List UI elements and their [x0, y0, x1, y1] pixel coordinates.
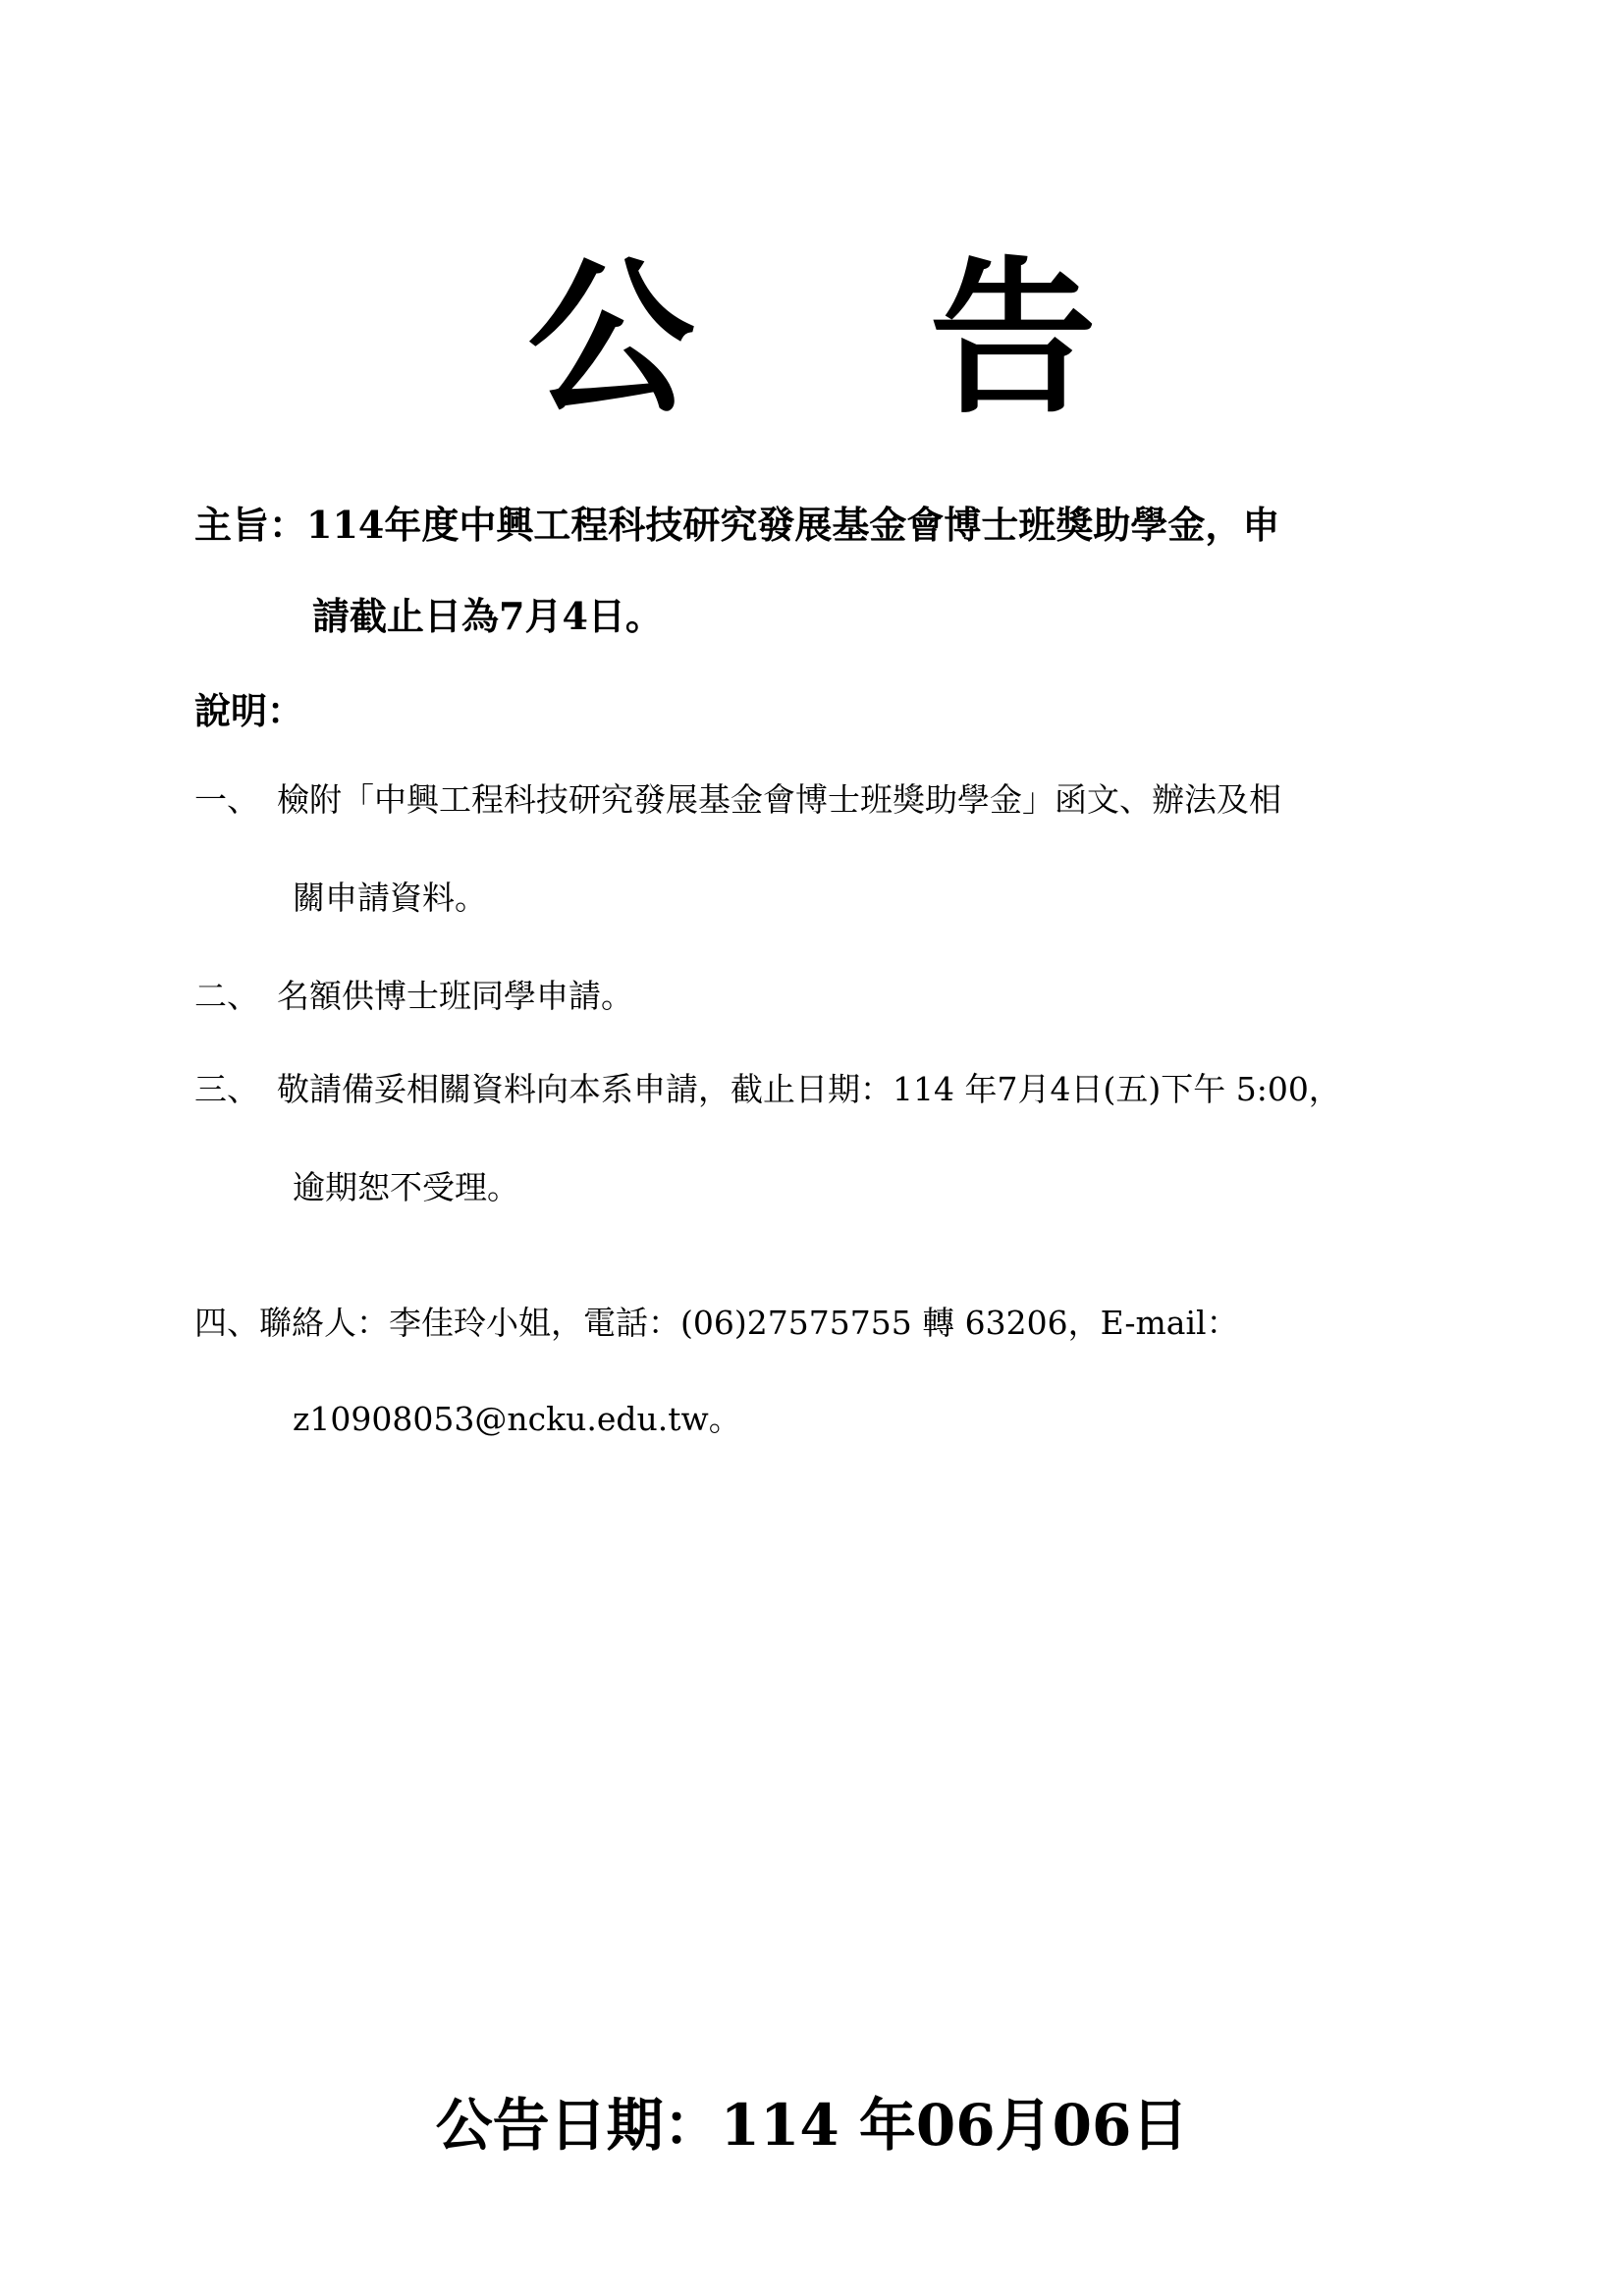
item-3-text: 敬請備妥相關資料向本系申請，截止日期：114 年7月4日(五)下午 5:00， — [277, 1070, 1341, 1108]
item-1-text: 檢附「中興工程科技研究發展基金會博士班獎助學金」函文、辦法及相 — [277, 780, 1281, 819]
item-2-text: 名額供博士班同學申請。 — [277, 977, 633, 1015]
contact-line-1: 四、聯絡人：李佳玲小姐，電話：(06)27575755 轉 63206，E-mail： — [194, 1304, 1239, 1342]
subject-line-2: 請截止日為7月4日。 — [312, 594, 663, 638]
page-title: 公 告 — [527, 240, 1185, 437]
item-3-line-2: 逾期恕不受理。 — [293, 1168, 519, 1206]
item-1-line-2: 關申請資料。 — [293, 879, 487, 917]
item-2-line-1 — [194, 969, 633, 1024]
item-3-number: 三、 — [194, 1070, 259, 1108]
item-3-line-1 — [194, 1062, 1341, 1117]
item-1-line-1 — [194, 773, 1281, 828]
subject-line-1: 主旨：114年度中興工程科技研究發展基金會博士班獎助學金，申 — [194, 503, 1280, 547]
item-1-number: 一、 — [194, 780, 259, 819]
announcement-date: 公告日期：114 年06月06日 — [435, 2092, 1189, 2159]
contact-email: z10908053@ncku.edu.tw。 — [293, 1400, 741, 1438]
explanation-heading: 說明： — [194, 689, 303, 732]
item-2-number: 二、 — [194, 977, 259, 1015]
